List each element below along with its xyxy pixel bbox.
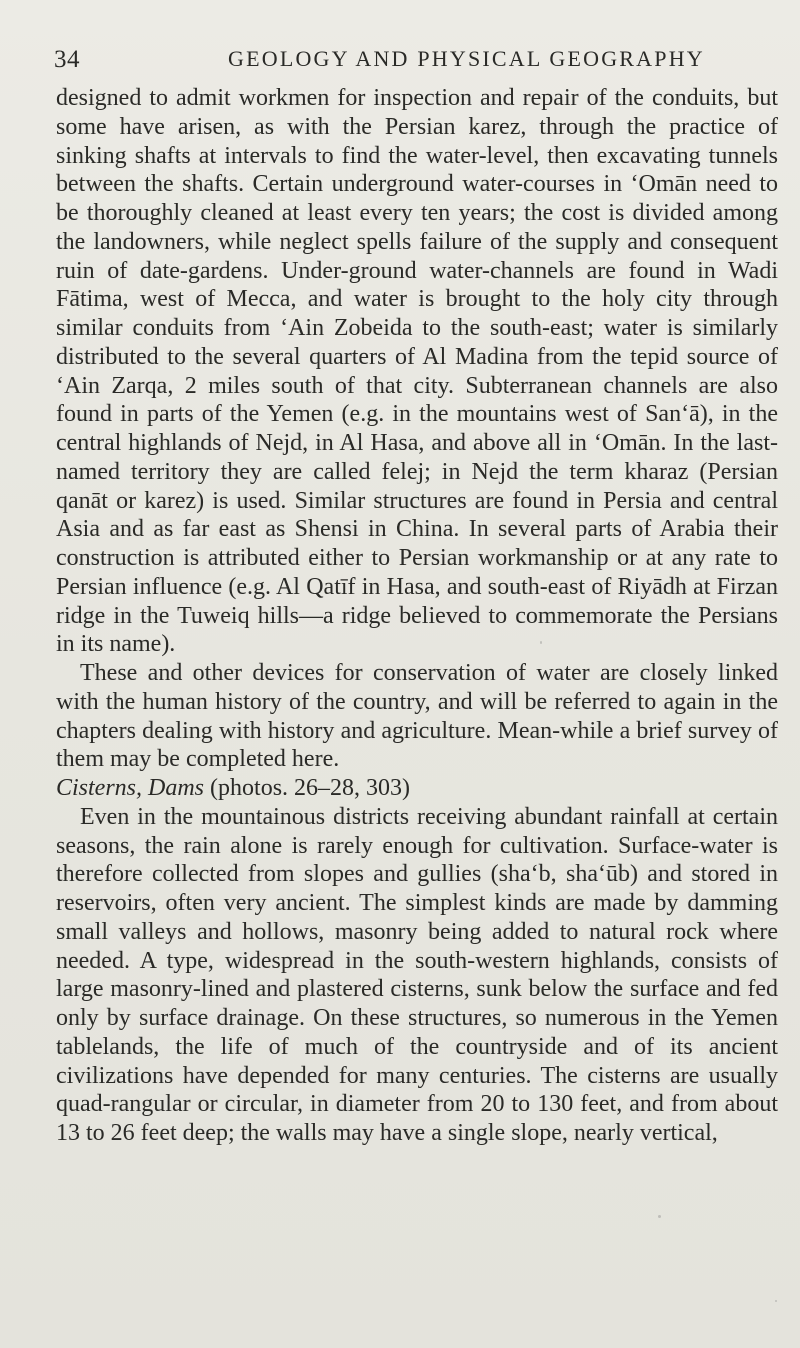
- paragraph-conservation: These and other devices for conservation of water are closely linked with the human history of the country, and will be referred to again in the chapters dealing with history and agriculture. Mean-while a brief survey of them may be completed here.: [56, 660, 778, 773]
- paper-speck: [658, 1215, 661, 1218]
- section-heading-photo-ref: (photos. 26–28, 303): [204, 775, 411, 801]
- section-heading: [56, 774, 778, 803]
- page-number: 34: [54, 46, 80, 73]
- paragraph-conduits: designed to admit workmen for inspection and repair of the conduits, but some have arisen, as with the Persian karez, through the practice of sinking shafts at intervals to find the water-level, then excavating tunnels between the shafts. Certain underground water-courses in ‘Omān need to be thoroughly cleaned at least every ten years; the cost is divided among the landowners, while neglect spells failure of the supply and consequent ruin of date-gardens. Under-ground water-channels are found in Wadi Fātima, west of Mecca, and water is brought to the holy city through similar conduits from ‘Ain Zobeida to the south-east; water is similarly distributed to the several quarters of Al Madina from the tepid source of ‘Ain Zarqa, 2 miles south of that city. Subterranean channels are also found in parts of the Yemen (e.g. in the mountains west of San‘ā), in the central highlands of Nejd, in Al Hasa, and above all in ‘Omān. In the last-named territory they are called felej; in Nejd the term kharaz (Persian qanāt or karez) is used. Similar structures are found in Persia and central Asia and as far east as Shensi in China. In several parts of Arabia their construction is attributed either to Persian workmanship or at any rate to Persian influence (e.g. Al Qatīf in Hasa, and south-east of Riyādh at Firzan ridge in the Tuweiq hills—a ridge believed to commemorate the Persians in its name).: [56, 85, 778, 658]
- page-header: [36, 46, 780, 80]
- paragraph-cisterns: Even in the mountainous districts receiving abundant rainfall at certain seasons, the rain alone is rarely enough for cultivation. Surface-water is therefore collected from slopes and gullies (sha‘b, sha‘ūb) and stored in reservoirs, often very ancient. The simplest kinds are made by damming small valleys and hollows, masonry being added to natural rock where needed. A type, widespread in the south-western highlands, consists of large masonry-lined and plastered cisterns, sunk below the surface and fed only by surface drainage. On these structures, so numerous in the Yemen tablelands, the life of much of the countryside and of its ancient civilizations have depended for many centuries. The cisterns are usually quad-rangular or circular, in diameter from 20 to 130 feet, and from about 13 to 26 feet deep; the walls may have a single slope, nearly vertical,: [56, 803, 778, 1146]
- running-head: GEOLOGY AND PHYSICAL GEOGRAPHY: [228, 46, 705, 71]
- section-heading-title: Cisterns, Dams: [56, 775, 205, 801]
- body-text: [56, 84, 778, 1148]
- paper-speck: [540, 641, 542, 644]
- paper-speck: [775, 1300, 777, 1302]
